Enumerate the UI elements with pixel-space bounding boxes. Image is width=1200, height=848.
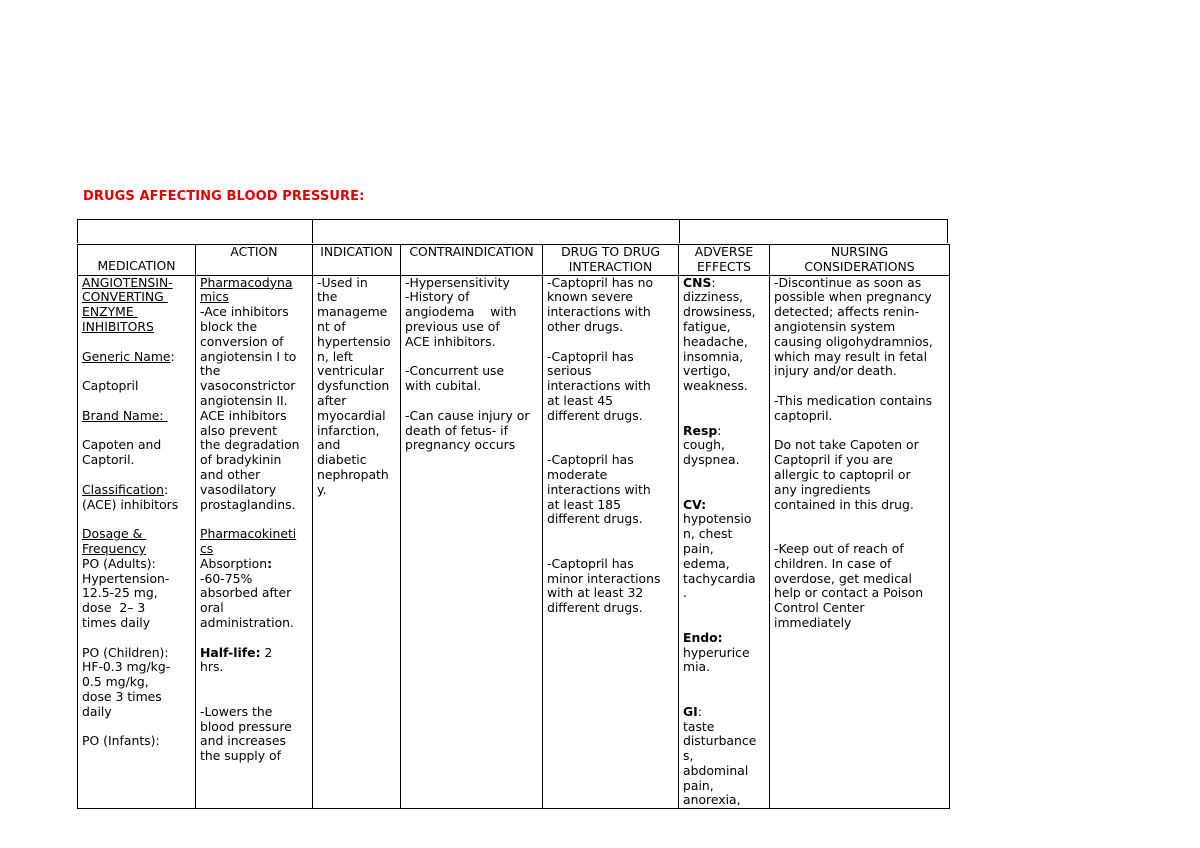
header-adverse-label: ADVERSE EFFECTS: [694, 244, 754, 274]
top-row-divider: [679, 220, 680, 243]
classification-value: (ACE) inhibitors: [82, 496, 179, 512]
endo-body: hyperurice mia.: [683, 644, 750, 675]
cns-label: CNS: [683, 275, 712, 290]
nursing-text: -Discontinue as soon as possible when pregnancy detected; affects renin- angiotensin system causing oligohydramnios, which may result in fetal injury and/or death. -This medication contains captopril. Do not take Capoten or Captopril if you are allergic to captopril or any ingredients contained in this drug. -Keep out of reach of children. In case of overdose, get medical help or contact a Poison Control Center immediately: [774, 275, 933, 630]
gi-body: : taste disturbance s, abdominal pain, anorexia,: [683, 703, 757, 808]
header-action-label: ACTION: [230, 244, 278, 259]
dosage-body: PO (Adults): Hypertension- 12.5-25 mg, dose 2– 3 times daily PO (Children): HF-0.3 mg/kg- 0.5 mg/kg, dose 3 times daily PO (Infants):: [82, 555, 171, 749]
header-adverse: [679, 245, 770, 276]
drug-table: [77, 244, 950, 809]
classification-label: Classification: [82, 481, 164, 497]
absorption-label: Absorption: [200, 555, 268, 571]
resp-label: Resp: [683, 422, 718, 438]
indication-cell: [313, 275, 401, 809]
cv-label: CV:: [683, 496, 707, 512]
top-row-divider: [312, 220, 313, 243]
document-title: DRUGS AFFECTING BLOOD PRESSURE:: [83, 189, 365, 204]
header-row: [78, 245, 950, 276]
generic-name-colon: :: [170, 348, 175, 364]
absorption-colon: :: [267, 555, 273, 571]
half-life-value: 2 hrs.: [200, 644, 273, 675]
header-interaction: [543, 245, 679, 276]
header-indication-label: INDICATION: [320, 244, 393, 259]
header-contraindication: [401, 245, 543, 276]
nursing-cell: [770, 275, 950, 809]
drug-class-name: ANGIOTENSIN- CONVERTING ENZYME INHIBITORS: [82, 275, 173, 334]
resp-body: : cough, dyspnea.: [683, 422, 740, 468]
pharmacokinetics-label: Pharmacokineti cs: [200, 526, 297, 556]
brand-name-label: Brand Name:: [82, 407, 168, 423]
header-nursing-label: NURSING CONSIDERATIONS: [804, 244, 915, 274]
header-contraindication-label: CONTRAINDICATION: [409, 244, 534, 259]
brand-name-value: Capoten and Captoril.: [82, 437, 162, 468]
table-top-row: [77, 219, 948, 243]
adverse-cell: [679, 275, 770, 809]
endo-label: Endo:: [683, 629, 723, 645]
dosage-label: Dosage & Frequency: [82, 526, 147, 556]
classification-colon: :: [164, 481, 169, 497]
header-action: [196, 245, 313, 276]
contraindication-text: -Hypersensitivity -History of angiodema with previous use of ACE inhibitors. -Concurrent use with cubital. -Can cause injury or death of fetus- if pregnancy occurs: [405, 275, 530, 453]
half-life-label: Half-life:: [200, 644, 261, 660]
action-cell: [196, 275, 313, 809]
header-interaction-label: DRUG TO DRUG INTERACTION: [561, 244, 660, 274]
medication-cell: [78, 275, 196, 809]
lowers-bp-text: -Lowers the blood pressure and increases the supply of: [200, 703, 292, 764]
table-row: [78, 275, 950, 809]
header-nursing: [770, 245, 950, 276]
pharmacodynamics-label: Pharmacodyna mics: [200, 275, 293, 305]
interaction-cell: [543, 275, 679, 809]
header-indication: [313, 245, 401, 276]
header-medication-label: MEDICATION: [97, 258, 176, 273]
cns-body: : dizziness, drowsiness, fatigue, headache, insomnia, vertigo, weakness.: [683, 275, 756, 394]
cv-body: hypotensio n, chest pain, edema, tachycardia .: [683, 511, 756, 601]
contraindication-cell: [401, 275, 543, 809]
absorption-body: -60-75% absorbed after oral administration.: [200, 570, 294, 630]
indication-text: -Used in the manageme nt of hypertensio n, left ventricular dysfunction after myocardial infarction, and diabetic nephropath y.: [317, 275, 391, 497]
pharmacodynamics-body: -Ace inhibitors block the conversion of angiotensin I to the vasoconstrictor angiotensin II. ACE inhibitors also prevent the degradation of bradykinin and other vasodilatory prostaglandins.: [200, 304, 300, 512]
generic-name-value: Captopril: [82, 378, 139, 394]
gi-label: GI: [683, 703, 698, 719]
interaction-text: -Captopril has no known severe interactions with other drugs. -Captopril has serious interactions with at least 45 different drugs. -Captopril has moderate interactions with at least 185 different drugs. -Captopril has minor interactions with at least 32 different drugs.: [547, 275, 661, 616]
header-medication: [78, 245, 196, 276]
generic-name-label: Generic Name: [82, 348, 171, 364]
